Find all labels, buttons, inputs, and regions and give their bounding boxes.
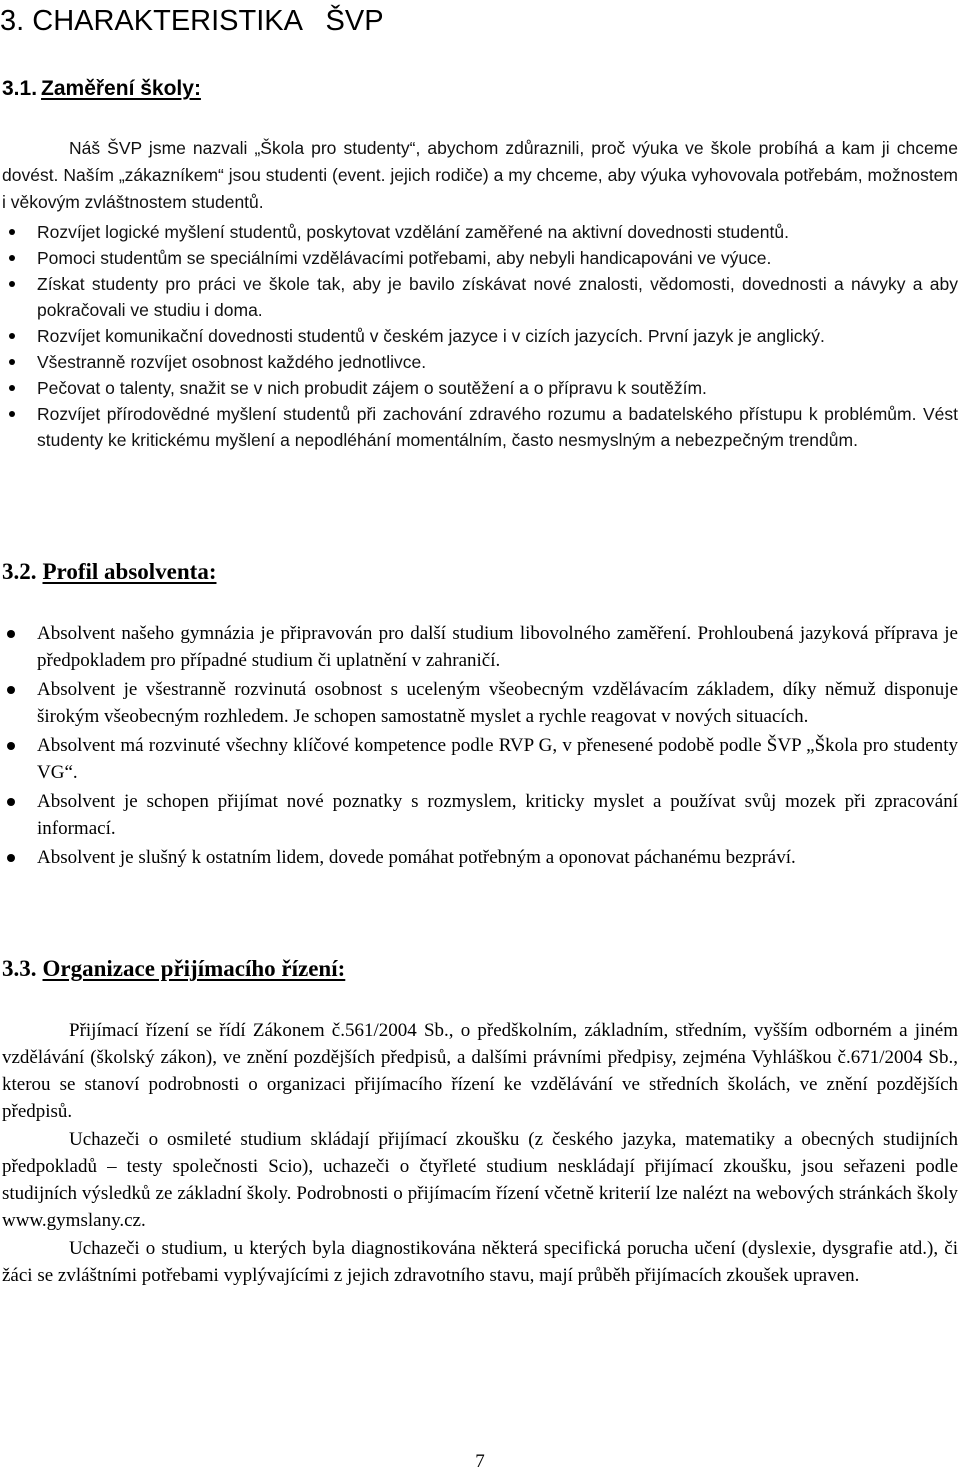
list-item [0, 349, 958, 375]
section-number: 3.1. [2, 77, 38, 100]
bullet-icon [7, 630, 15, 638]
list-item-text: Absolvent je slušný k ostatním lidem, dovede pomáhat potřebným a oponovat páchanému bezpráví. [37, 847, 796, 868]
admission-paragraph-2: Uchazeči o osmileté studium skládají přijímací zkoušku (z českého jazyka, matematiky a obecných studijních předpokladů – testy společnosti Scio), uchazeči o čtyřleté studium neskládají přijímací zkoušku, jsou seřazeni podle studijních výsledků ze základní školy. Podrobnosti o přijímacím řízení včetně kriterií lze nalézt na webových stránkách školy www.gymslany.cz. [2, 1129, 958, 1231]
chapter-title: CHARAKTERISTIKA ŠVP [32, 5, 384, 37]
list-item-text: Rozvíjet komunikační dovednosti studentů v českém jazyce i v cizích jazycích. První jazyk je anglický. [37, 326, 825, 346]
list-item [0, 271, 958, 323]
chapter-number: 3. [0, 5, 25, 37]
list-item-text: Absolvent je schopen přijímat nové poznatky s rozmyslem, kriticky myslet a používat svůj mozek při zpracování informací. [37, 791, 958, 839]
bullet-icon [9, 229, 15, 235]
list-item [0, 401, 958, 453]
school-focus-list [0, 219, 958, 453]
page-number: 7 [475, 1451, 485, 1472]
list-item-text: Rozvíjet logické myšlení studentů, poskytovat vzdělání zaměřené na aktivní dovednosti studentů. [37, 222, 789, 242]
list-item [0, 219, 958, 245]
section-heading-3-3 [2, 955, 345, 983]
section-title: Profil absolventa: [42, 559, 217, 584]
list-item-text: Absolvent je všestranně rozvinutá osobnost s uceleným všeobecným vzdělávacím základem, díky němuž disponuje širokým všeobecným rozhledem. Je schopen samostatně myslet a rychle reagovat v nových situacích. [37, 679, 958, 727]
list-item-text: Pomoci studentům se speciálními vzdělávacími potřebami, aby nebyli handicapováni ve výuce. [37, 248, 772, 268]
list-item [0, 732, 958, 786]
bullet-icon [9, 281, 15, 287]
section-title: Organizace přijímacího řízení: [42, 956, 346, 981]
list-item [0, 323, 958, 349]
list-item [0, 676, 958, 730]
admission-paragraph-3: Uchazeči o studium, u kterých byla diagnostikována některá specifická porucha učení (dyslexie, dysgrafie atd.), či žáci se zvláštními potřebami vyplývajícími z jejich zdravotního stavu, mají průběh přijímacích zkoušek upraven. [2, 1238, 958, 1286]
section-title: Zaměření školy: [41, 77, 201, 100]
bullet-icon [9, 359, 15, 365]
list-item-text: Získat studenty pro práci ve škole tak, aby je bavilo získávat nové znalosti, vědomosti, dovednosti a návyky a aby pokračovali ve studiu i doma. [37, 274, 958, 320]
bullet-icon [7, 742, 15, 750]
section-number: 3.2. [2, 559, 37, 584]
bullet-icon [7, 854, 15, 862]
list-item-text: Pečovat o talenty, snažit se v nich probudit zájem o soutěžení a o přípravu k soutěžím. [37, 378, 707, 398]
section-heading-3-2 [2, 558, 216, 586]
list-item-text: Absolvent našeho gymnázia je připravován pro další studium libovolného zaměření. Prohloubená jazyková příprava je předpokladem pro případné studium či uplatnění v zahraničí. [37, 623, 958, 671]
bullet-icon [7, 798, 15, 806]
admission-paragraph-1: Přijímací řízení se řídí Zákonem č.561/2004 Sb., o předškolním, základním, středním, vyšším odborném a jiném vzdělávání (školský zákon), ve znění pozdějších předpisů, a dalšími právními předpisy, zejména Vyhláškou č.671/2004 Sb., kterou se stanoví podrobnosti o organizaci přijímacího řízení ke vzdělávání ve středních školách, ve znění pozdějších předpisů. [2, 1020, 958, 1122]
list-item [0, 375, 958, 401]
list-item [0, 844, 958, 871]
bullet-icon [7, 686, 15, 694]
chapter-heading [0, 3, 384, 39]
graduate-profile-list [0, 620, 958, 871]
list-item [0, 788, 958, 842]
list-item-text: Absolvent má rozvinuté všechny klíčové kompetence podle RVP G, v přenesené podobě podle ŠVP „Škola pro studenty VG“. [37, 735, 958, 783]
bullet-icon [9, 333, 15, 339]
bullet-icon [9, 255, 15, 261]
section-intro-paragraph: Náš ŠVP jsme nazvali „Škola pro studenty“, abychom zdůraznili, proč výuka ve škole probíhá a kam ji chceme dovést. Naším „zákazníkem“ jsou studenti (event. jejich rodiče) a my chceme, aby výuka vyhovovala potřebám, možnostem i věkovým zvláštnostem studentů. [2, 138, 958, 212]
list-item [0, 620, 958, 674]
section-heading-3-1 [2, 75, 201, 103]
list-item [0, 245, 958, 271]
bullet-icon [9, 411, 15, 417]
list-item-text: Všestranně rozvíjet osobnost každého jednotlivce. [37, 352, 427, 372]
list-item-text: Rozvíjet přírodovědné myšlení studentů při zachování zdravého rozumu a badatelského přístupu k problémům. Vést studenty ke kritickému myšlení a nepodléhání momentálním, často nesmyslným a nebezpečným trendům. [37, 404, 958, 450]
section-number: 3.3. [2, 956, 37, 981]
bullet-icon [9, 385, 15, 391]
